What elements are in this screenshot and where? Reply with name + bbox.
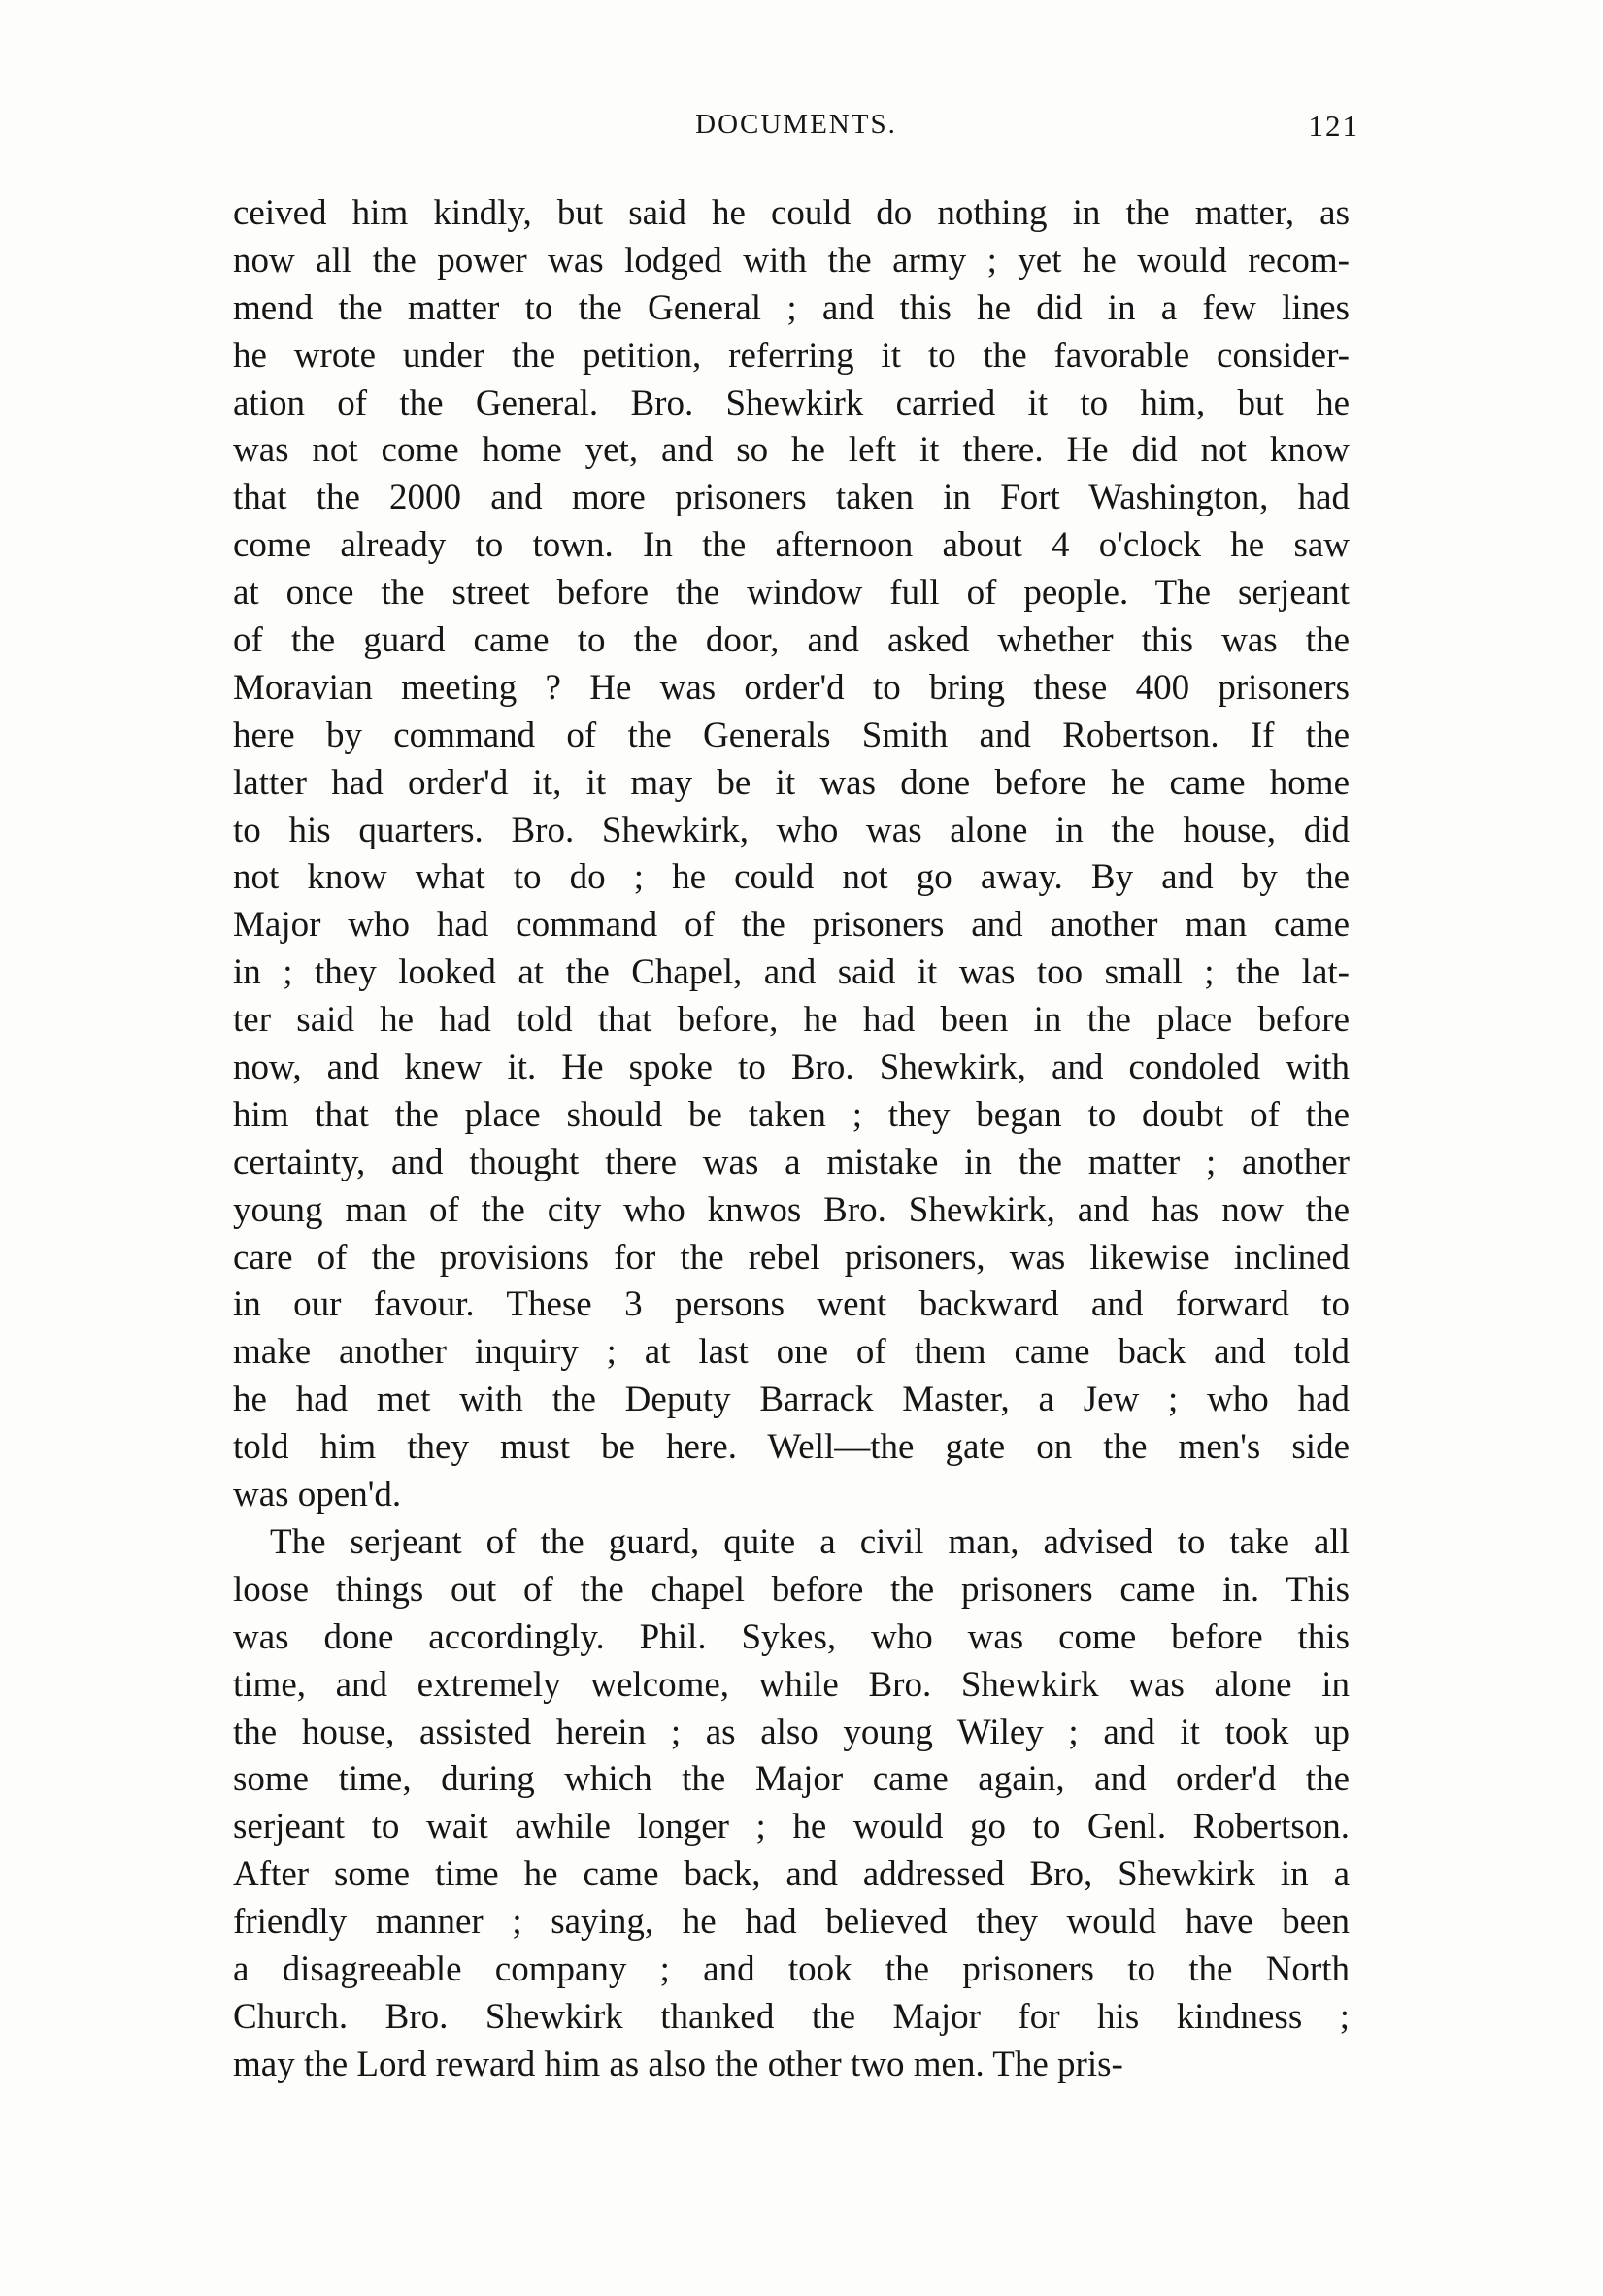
text-line: friendly manner ; saying, he had believed they would have been	[233, 1902, 1350, 1943]
text-line: the house, assisted herein ; as also young Wiley ; and it took up	[233, 1712, 1350, 1752]
text-line: ation of the General. Bro. Shewkirk carried it to him, but he	[233, 383, 1350, 423]
text-line: was open'd.	[233, 1475, 402, 1515]
text-line: was done accordingly. Phil. Sykes, who was come before this	[233, 1616, 1350, 1657]
text-line: told him they must be here. Well—the gate on the men's side	[233, 1427, 1350, 1468]
text-line: that the 2000 and more prisoners taken in Fort Washington, had	[233, 478, 1350, 518]
text-line: here by command of the Generals Smith and Robertson. If the	[233, 715, 1350, 755]
text-line: Church. Bro. Shewkirk thanked the Major for his kindness ;	[233, 1996, 1350, 2037]
text-line: ceived him kindly, but said he could do nothing in the matter, as	[233, 193, 1350, 233]
text-line: he wrote under the petition, referring it to the favorable consider-	[233, 335, 1350, 376]
text-line: time, and extremely welcome, while Bro. Shewkirk was alone in	[233, 1664, 1350, 1705]
text-line: certainty, and thought there was a mistake in the matter ; another	[233, 1142, 1350, 1182]
text-line: Moravian meeting ? He was order'd to bring these 400 prisoners	[233, 667, 1350, 708]
text-line: mend the matter to the General ; and this he did in a few lines	[233, 287, 1350, 328]
text-line: he had met with the Deputy Barrack Master, a Jew ; who had	[233, 1380, 1350, 1420]
text-line: may the Lord reward him as also the other two men. The pris-	[233, 2044, 1123, 2084]
body-text	[233, 190, 1350, 2089]
paragraph	[233, 190, 1350, 1519]
paragraph	[233, 1519, 1350, 2089]
text-line: of the guard came to the door, and asked whether this was the	[233, 620, 1350, 661]
text-line: to his quarters. Bro. Shewkirk, who was alone in the house, did	[233, 810, 1350, 850]
text-line: ter said he had told that before, he had been in the place before	[233, 1000, 1350, 1041]
text-line: serjeant to wait awhile longer ; he would go to Genl. Robertson.	[233, 1807, 1350, 1847]
text-line: not know what to do ; he could not go away. By and by the	[233, 857, 1350, 898]
text-line: in ; they looked at the Chapel, and said it was too small ; the lat-	[233, 952, 1350, 993]
text-line: The serjeant of the guard, quite a civil man, advised to take all	[270, 1521, 1350, 1562]
text-line: care of the provisions for the rebel prisoners, was likewise inclined	[233, 1237, 1350, 1278]
text-line: him that the place should be taken ; they began to doubt of the	[233, 1094, 1350, 1135]
page-number: 121	[1308, 109, 1359, 143]
text-line: a disagreeable company ; and took the prisoners to the North	[233, 1948, 1350, 1989]
text-line: at once the street before the window full of people. The serjeant	[233, 573, 1350, 614]
text-line: in our favour. These 3 persons went backward and forward to	[233, 1284, 1350, 1325]
text-line: After some time he came back, and addressed Bro, Shewkirk in a	[233, 1854, 1350, 1895]
text-line: young man of the city who knwos Bro. Shewkirk, and has now the	[233, 1189, 1350, 1230]
text-line: latter had order'd it, it may be it was done before he came home	[233, 762, 1350, 803]
text-line: was not come home yet, and so he left it there. He did not know	[233, 430, 1350, 471]
text-line: now, and knew it. He spoke to Bro. Shewkirk, and condoled with	[233, 1048, 1350, 1088]
text-line: make another inquiry ; at last one of them came back and told	[233, 1332, 1350, 1373]
running-title: DOCUMENTS.	[695, 109, 897, 140]
running-head	[233, 109, 1359, 148]
text-line: now all the power was lodged with the army ; yet he would recom-	[233, 240, 1350, 281]
text-line: come already to town. In the afternoon about 4 o'clock he saw	[233, 525, 1350, 566]
text-line: loose things out of the chapel before the prisoners came in. This	[233, 1569, 1350, 1610]
text-line: Major who had command of the prisoners and another man came	[233, 905, 1350, 946]
text-line: some time, during which the Major came again, and order'd the	[233, 1759, 1350, 1800]
